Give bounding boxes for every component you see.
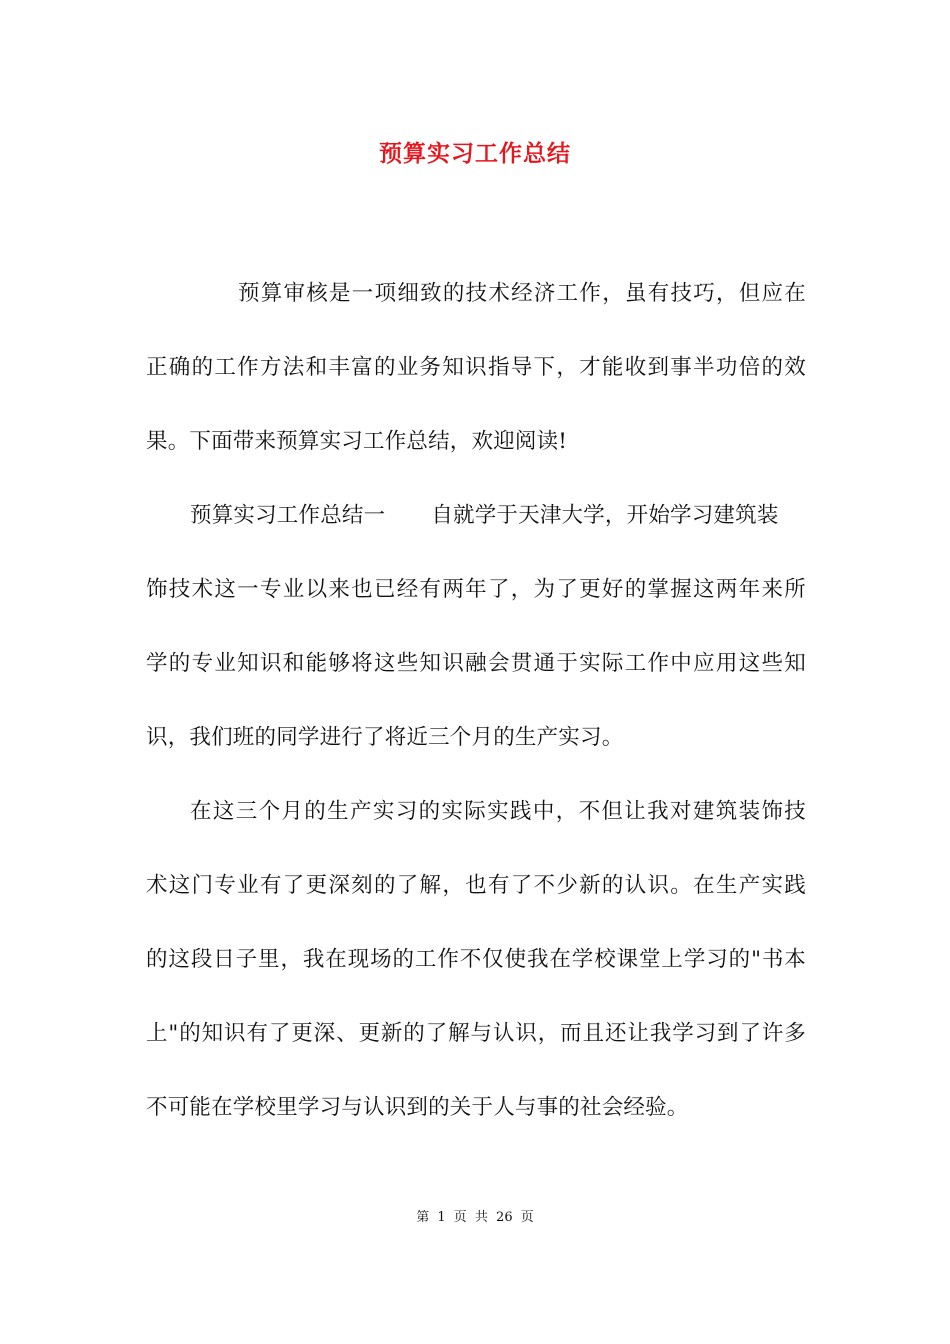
document-body	[146, 272, 806, 1160]
paragraph-line: 果。下面带来预算实习工作总结，欢迎阅读!	[146, 429, 568, 454]
paragraph-line: 正确的工作方法和丰富的业务知识指导下，才能收到事半功倍的效	[146, 355, 806, 380]
paragraph-line: 学的专业知识和能够将这些知识融会贯通于实际工作中应用这些知	[146, 651, 806, 676]
paragraph-line	[146, 494, 806, 568]
page-number-footer: 第 1 页 共 26 页	[416, 1210, 534, 1225]
paragraph-line: 的这段日子里，我在现场的工作不仅使我在学校课堂上学习的"书本	[146, 947, 806, 972]
paragraph-line: 在这三个月的生产实习的实际实践中，不但让我对建筑装饰技	[190, 799, 806, 824]
paragraph-line: 不可能在学校里学习与认识到的关于人与事的社会经验。	[146, 1095, 689, 1120]
paragraph-text: 自就学于天津大学，开始学习建筑装	[431, 503, 779, 528]
section-heading: 预算实习工作总结一	[190, 503, 386, 528]
paragraph-line: 识，我们班的同学进行了将近三个月的生产实习。	[146, 725, 624, 750]
paragraph-line: 术这门专业有了更深刻的了解，也有了不少新的认识。在生产实践	[146, 873, 806, 898]
paragraph-line: 预算审核是一项细致的技术经济工作，虽有技巧，但应在	[238, 281, 806, 306]
document-title: 预算实习工作总结	[379, 140, 571, 167]
paragraph-line: 上"的知识有了更深、更新的了解与认识，而且还让我学习到了许多	[146, 1021, 806, 1046]
paragraph-line: 饰技术这一专业以来也已经有两年了，为了更好的掌握这两年来所	[146, 577, 806, 602]
